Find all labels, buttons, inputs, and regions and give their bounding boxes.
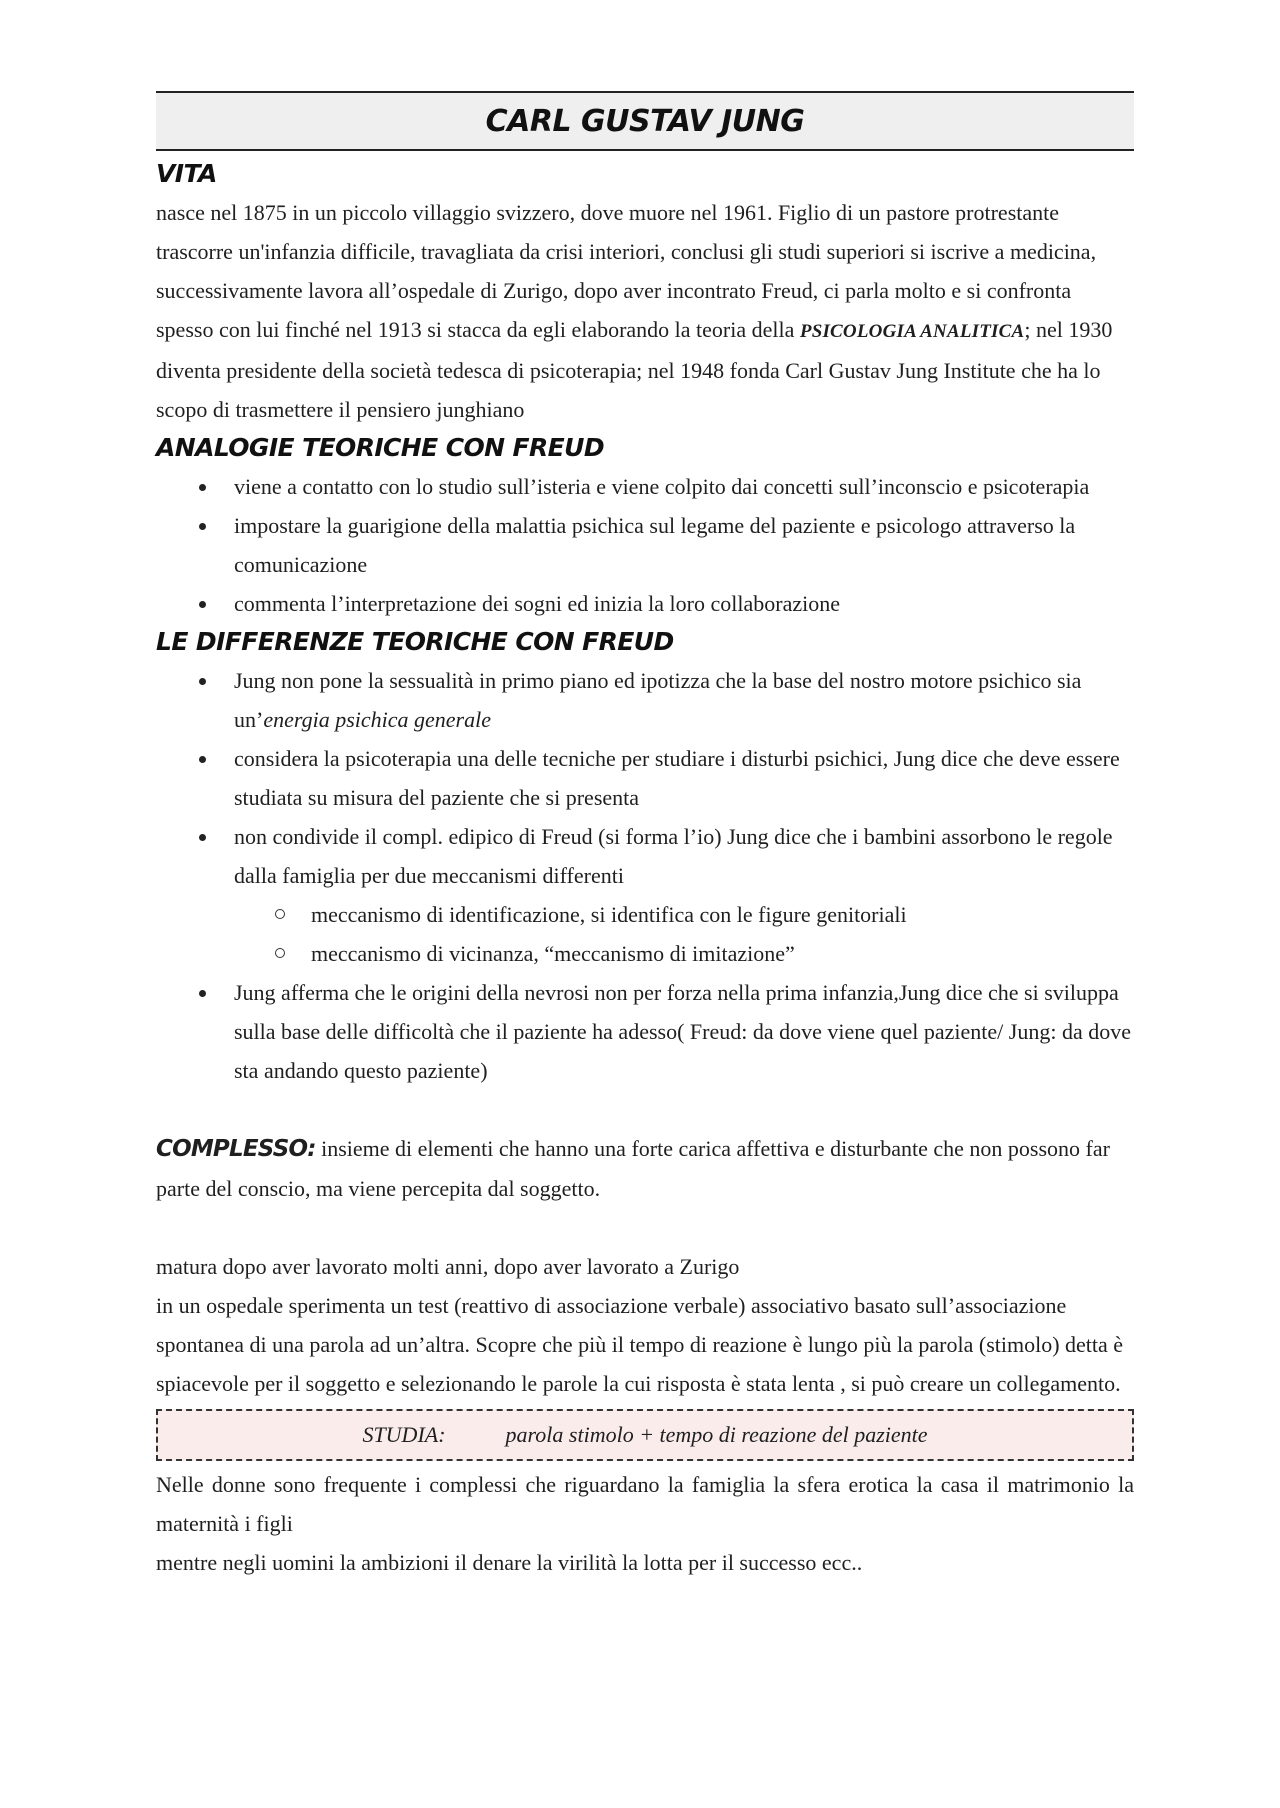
- vita-paragraph: [156, 193, 1134, 429]
- item-text: Jung non pone la sessualità in primo piano ed ipotizza che la base del nostro motore psichico sia un’: [234, 668, 1082, 732]
- sub-list-item: meccanismo di vicinanza, “meccanismo di imitazione”: [156, 934, 1134, 973]
- item-italic: energia psichica generale: [263, 707, 491, 732]
- complesso-label: COMPLESSO:: [156, 1136, 316, 1162]
- page-title: CARL GUSTAV JUNG: [485, 103, 805, 139]
- differenze-list-continued: [156, 973, 1134, 1090]
- list-item: considera la psicoterapia una delle tecniche per studiare i disturbi psichici, Jung dice che deve essere studiata su misura del paziente che si presenta: [156, 739, 1134, 817]
- vita-emphasis: PSICOLOGIA ANALITICA: [799, 321, 1025, 342]
- women-paragraph: Nelle donne sono frequente i complessi che riguardano la famiglia la sfera erotica la casa il matrimonio la maternità i figli: [156, 1472, 1134, 1536]
- complesso-line-1: matura dopo aver lavorato molti anni, dopo aver lavorato a Zurigo: [156, 1254, 740, 1279]
- spacer: [156, 1090, 1134, 1129]
- list-item: impostare la guarigione della malattia psichica sul legame del paziente e psicologo attraverso la comunicazione: [156, 506, 1134, 584]
- vita-text-1: nasce nel 1875 in un piccolo villaggio svizzero, dove muore nel 1961. Figlio di un pastore protrestante trascorre un'infanzia difficile, travagliata da crisi interiori, conclusi gli studi superiori si iscrive a medicina, successivamente lavora all’ospedale di Zurigo, dopo aver incontrato Freud, ci parla molto e si confronta spesso con lui finché nel 1913 si stacca da egli elaborando la teoria della: [156, 200, 1097, 342]
- analogie-heading: ANALOGIE TEORICHE CON FREUD: [156, 433, 604, 462]
- vita-text-2: ; nel 1930 diventa presidente della società tedesca di psicoterapia; nel 1948 fonda Carl Gustav Jung Institute che ha lo scopo di trasmettere il pensiero junghiano: [156, 317, 1113, 422]
- document-page: [156, 91, 1134, 1582]
- list-item: Jung afferma che le origini della nevrosi non per forza nella prima infanzia,Jung dice che si sviluppa sulla base delle difficoltà che il paziente ha adesso( Freud: da dove viene quel paziente/ Jung: da dove sta andando questo paziente): [156, 973, 1134, 1090]
- study-callout: [156, 1409, 1134, 1461]
- list-item: [156, 661, 1134, 739]
- sub-list: [156, 895, 1134, 973]
- list-item: commenta l’interpretazione dei sogni ed inizia la loro collaborazione: [156, 584, 1134, 623]
- complesso-paragraph: [156, 1129, 1134, 1208]
- men-paragraph: mentre negli uomini la ambizioni il denare la virilità la lotta per il successo ecc..: [156, 1550, 863, 1575]
- differenze-heading: LE DIFFERENZE TEORICHE CON FREUD: [156, 627, 674, 656]
- study-label: STUDIA:: [362, 1422, 446, 1447]
- sub-list-item: meccanismo di identificazione, si identifica con le figure genitoriali: [156, 895, 1134, 934]
- item-text: non condivide il compl. edipico di Freud (si forma l’io) Jung dice che i bambini assorbono le regole dalla famiglia per due meccanismi differenti: [234, 824, 1113, 888]
- title-bar: [156, 91, 1134, 151]
- differenze-list: [156, 661, 1134, 895]
- vita-heading: VITA: [156, 159, 217, 188]
- analogie-list: [156, 467, 1134, 623]
- list-item: [156, 817, 1134, 895]
- complesso-test-paragraph: in un ospedale sperimenta un test (reattivo di associazione verbale) associativo basato sull’associazione spontanea di una parola ad un’altra. Scopre che più il tempo di reazione è lungo più la parola (stimolo) detta è spiacevole per il soggetto e selezionando le parole la cui risposta è stata lenta , si può creare un collegamento.: [156, 1293, 1124, 1396]
- study-text: parola stimolo + tempo di reazione del paziente: [505, 1422, 928, 1447]
- spacer: [156, 1208, 1134, 1247]
- complesso-definition: insieme di elementi che hanno una forte carica affettiva e disturbante che non possono far parte del conscio, ma viene percepita dal soggetto.: [156, 1136, 1110, 1201]
- list-item: viene a contatto con lo studio sull’isteria e viene colpito dai concetti sull’inconscio e psicoterapia: [156, 467, 1134, 506]
